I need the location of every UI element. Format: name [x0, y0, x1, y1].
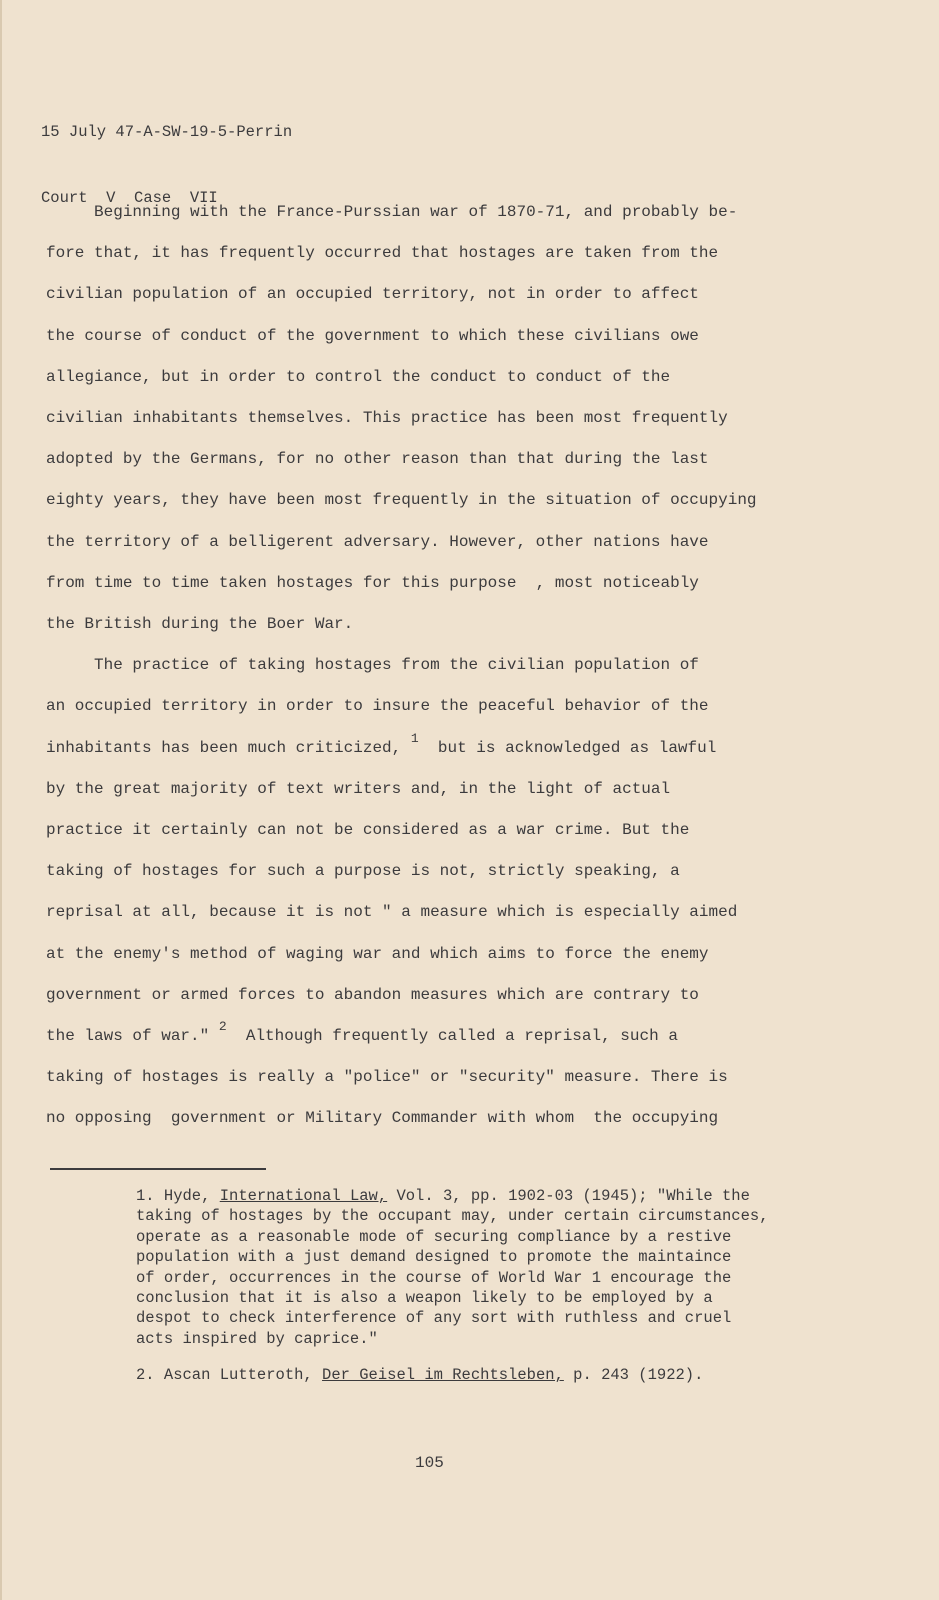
text-line: by the great majority of text writers and, in the light of actual [46, 779, 671, 798]
text-segment: Although frequently called a reprisal, such a [226, 1027, 678, 1046]
text-line: allegiance, but in order to control the conduct to conduct of the [46, 367, 671, 386]
footnote-separator [50, 1168, 266, 1170]
footnote-1 [136, 1186, 836, 1349]
text-line: fore that, it has frequently occurred that hostages are taken from the [46, 244, 719, 263]
text-line: from time to time taken hostages for this purpose , most noticeably [46, 573, 699, 592]
header-line-1: 15 July 47-A-SW-19-5-Perrin [41, 123, 293, 141]
text-line [46, 1016, 806, 1057]
text-line: civilian inhabitants themselves. This practice has been most frequently [46, 409, 728, 428]
footnote-text: 2. Ascan Lutteroth, [136, 1366, 323, 1385]
text-segment: but is acknowledged as lawful [418, 738, 717, 757]
text-line: no opposing government or Military Commander with whom the occupying [46, 1109, 719, 1128]
text-line: the British during the Boer War. [46, 615, 354, 634]
paragraph-1 [46, 192, 806, 645]
text-line: taking of hostages for such a purpose is not, strictly speaking, a [46, 862, 680, 881]
footnote-line: taking of hostages by the occupant may, under certain circumstances, [136, 1207, 769, 1226]
text-line: the territory of a belligerent adversary. However, other nations have [46, 532, 709, 551]
text-segment: inhabitants has been much criticized, [46, 738, 411, 757]
body-text [46, 192, 806, 1140]
footnote-ref-1: 1 [410, 730, 419, 746]
text-line: practice it certainly can not be considered as a war crime. But the [46, 821, 690, 840]
text-line: eighty years, they have been most frequently in the situation of occupying [46, 491, 757, 510]
text-line: taking of hostages is really a "police" or "security" measure. There is [46, 1068, 728, 1087]
footnote-text: 1. Hyde, [136, 1187, 220, 1205]
footnotes [136, 1186, 836, 1386]
footnote-line: of order, occurrences in the course of World War 1 encourage the [136, 1268, 732, 1287]
text-line: civilian population of an occupied territory, not in order to affect [46, 285, 699, 304]
page-number: 105 [415, 1454, 444, 1472]
footnote-text: p. 243 (1922). [563, 1366, 704, 1385]
footnote-2 [136, 1365, 836, 1385]
footnote-citation-title: Der Geisel im Rechtsleben, [322, 1366, 564, 1385]
footnote-text: Vol. 3, pp. 1902-03 (1945); "While the [387, 1187, 750, 1205]
text-line: adopted by the Germans, for no other reason than that during the last [46, 450, 709, 469]
footnote-line: operate as a reasonable mode of securing compliance by a restive [136, 1227, 732, 1246]
text-line [46, 728, 806, 769]
text-line: reprisal at all, because it is not " a measure which is especially aimed [46, 903, 738, 922]
text-line: government or armed forces to abandon measures which are contrary to [46, 985, 699, 1004]
header-line-2: Court V Case VII [41, 189, 218, 207]
paragraph-2 [46, 645, 806, 1139]
text-line: an occupied territory in order to insure the peaceful behavior of the [46, 697, 709, 716]
footnote-line: population with a just demand designed to promote the maintaince [136, 1248, 732, 1267]
footnote-line: acts inspired by caprice." [136, 1329, 378, 1348]
footnote-line [136, 1186, 836, 1206]
footnote-ref-2: 2 [218, 1019, 227, 1035]
footnote-citation-title: International Law, [219, 1187, 388, 1205]
text-line: Beginning with the France-Purssian war of 1870-71, and probably be- [46, 203, 738, 221]
footnote-line: despot to check interference of any sort with ruthless and cruel [136, 1309, 732, 1328]
text-line: The practice of taking hostages from the civilian population of [46, 656, 699, 675]
text-segment: the laws of war." [46, 1027, 219, 1046]
text-line: at the enemy's method of waging war and which aims to force the enemy [46, 944, 709, 963]
footnote-line: conclusion that it is also a weapon likely to be employed by a [136, 1289, 713, 1308]
footnote-line [136, 1365, 836, 1385]
text-line: the course of conduct of the government to which these civilians owe [46, 326, 699, 345]
